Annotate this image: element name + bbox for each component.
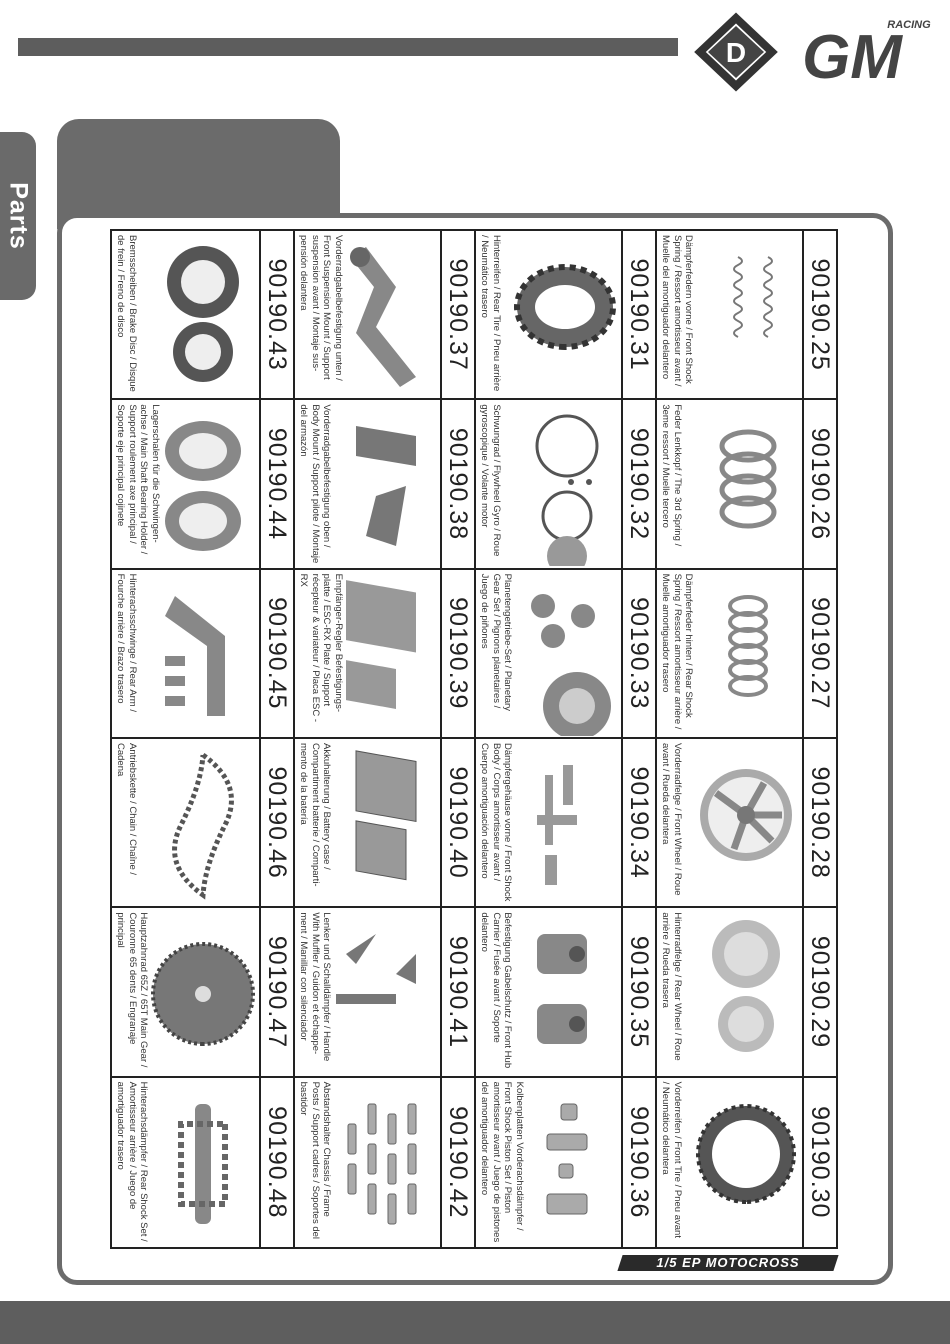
footer-bar — [0, 1301, 950, 1344]
part-cell — [474, 1078, 621, 1247]
part-number: 90190.38 — [440, 400, 474, 569]
logo-emblem-text: D — [725, 37, 747, 68]
part-cell — [293, 908, 440, 1077]
part-number: 90190.39 — [440, 570, 474, 739]
part-cell — [112, 231, 259, 400]
part-cell — [655, 400, 802, 569]
part-number: 90190.48 — [259, 1078, 293, 1247]
part-number: 90190.44 — [259, 400, 293, 569]
part-image — [151, 1084, 255, 1244]
part-number: 90190.37 — [440, 231, 474, 400]
part-description: Vorderradgabelbefestigung oben / Body Mount / Support pilote / Montaje del armazón — [298, 404, 333, 564]
part-number: 90190.26 — [802, 400, 836, 569]
part-image — [151, 576, 255, 736]
part-cell — [112, 400, 259, 569]
part-image — [151, 237, 255, 397]
part-image — [513, 406, 617, 566]
part-description: Schwungrad / Flywheel Gyro / Roue gyroscopique / Volante motor — [479, 404, 502, 557]
part-image — [332, 576, 436, 736]
part-description: Dämpferfedern vorne / Front Shock Spring / Ressort amortisseur avant / Muelle del amortiguador delantero — [660, 235, 695, 387]
part-description: Hauptzahnrad 65Z / 65T Main Gear / Couronne 65 dents / Engranaje principal — [115, 912, 150, 1068]
part-cell — [655, 231, 802, 400]
part-image — [513, 237, 617, 397]
logo-text: GM — [802, 23, 902, 92]
part-image — [332, 745, 436, 905]
part-image — [151, 745, 255, 905]
part-image — [694, 1084, 798, 1244]
part-number: 90190.30 — [802, 1078, 836, 1247]
part-description: Vorderradgabelbefestigung unten / Front Suspension Mount / Support suspension avant / Montaje sus-pensión delantera — [298, 235, 344, 381]
part-description: Akkuhalterung / Battery case / Compartiment batterie / Comparti-mento de la batería — [298, 742, 333, 887]
part-cell — [474, 400, 621, 569]
part-image — [151, 914, 255, 1074]
part-description: Kolbenplatten Vorderachsdämpfer / Front Shock Piston Set / Piston amortisseur avant / Juego de pistones del amortiguador delantero — [479, 1081, 525, 1243]
part-number: 90190.42 — [440, 1078, 474, 1247]
logo-sub-text: RACING — [887, 19, 931, 31]
part-description: Hinterachsschwinge / Rear Arm / Fourche arrière / Brazo trasero — [115, 573, 138, 712]
part-number: 90190.33 — [621, 570, 655, 739]
part-description: Dämpfergehäuse vorne / Front Shock Body / Corps amortisseur avant / Cuerpo amortiguación delantero — [479, 742, 514, 902]
part-description: Empfänger-Regler Befestigungs-platte / ESC-RX Plate / Support récepteur & variateur / Placa ESC -RX — [298, 573, 344, 723]
part-description: Vorderreifen / Front Tire / Pneu avant / Neumático delantera — [660, 1081, 683, 1238]
part-number: 90190.25 — [802, 231, 836, 400]
part-description: Vorderradfelge / Front Wheel / Roue avant / Rueda delantera — [660, 742, 683, 896]
part-cell — [655, 570, 802, 739]
part-description: Hinterradfelge / Rear Wheel / Roue arrière / Rueda trasera — [660, 912, 683, 1061]
part-cell — [655, 739, 802, 908]
part-number: 90190.40 — [440, 739, 474, 908]
part-image — [694, 576, 798, 736]
part-image — [694, 237, 798, 397]
gm-racing-logo — [694, 12, 934, 92]
part-number: 90190.32 — [621, 400, 655, 569]
part-cell — [112, 908, 259, 1077]
header-bar — [18, 38, 678, 56]
part-number: 90190.29 — [802, 908, 836, 1077]
part-description: Planetengetriebe-Set / Planetary Gear Set / Pignons planetaires / Juego de piñones — [479, 573, 514, 711]
part-cell — [112, 570, 259, 739]
part-description: Feder Lenkkopf / The 3rd Spring / 3eme ressort / Muelle tercero — [660, 404, 683, 547]
part-description: Befestigung Gabelschutz / Front Hub Carrier / Fusée avant / Soporte delantero — [479, 912, 514, 1069]
part-cell — [474, 739, 621, 908]
part-image — [332, 237, 436, 397]
part-number: 90190.45 — [259, 570, 293, 739]
part-image — [694, 745, 798, 905]
part-number: 90190.47 — [259, 908, 293, 1077]
footer-model-text: 1/5 EP MOTOCROSS — [656, 1255, 800, 1270]
part-image — [332, 914, 436, 1074]
part-description: Hinterachsdämpfer / Rear Shock Set / Amortisseur arrière / Juego de amortiguador trasero — [115, 1081, 150, 1242]
part-description: Abstandshalter Chassis / Frame Posts / Support cadres / Soportes del bastidor — [298, 1081, 333, 1240]
part-cell — [474, 231, 621, 400]
part-cell — [293, 739, 440, 908]
part-image — [513, 1084, 617, 1244]
part-number: 90190.41 — [440, 908, 474, 1077]
part-image — [513, 745, 617, 905]
part-description: Bremsscheiben / Brake Disc / Disque de frein / Freno de disco — [115, 235, 138, 392]
part-cell — [474, 908, 621, 1077]
part-image — [332, 406, 436, 566]
part-description: Hinterreifen / Rear Tire / Pneu arrière / Neumático trasero — [479, 235, 502, 392]
part-number: 90190.35 — [621, 908, 655, 1077]
part-image — [332, 1084, 436, 1244]
part-number: 90190.36 — [621, 1078, 655, 1247]
part-description: Lagerschalen für die Schwingen-achse / Main Shaft Bearing Holder / Support roulement axe principal / Soporte eje principal cojinete — [115, 404, 161, 555]
part-number: 90190.43 — [259, 231, 293, 400]
part-cell — [112, 739, 259, 908]
part-cell — [474, 570, 621, 739]
section-tab — [0, 132, 36, 300]
part-description: Antriebskette / Chain / Chaîne / Cadena — [115, 742, 138, 876]
part-description: Lenker und Schalldämpfer / Handle With Muffler / Guidon et échappe-ment / Manillar con silenciador — [298, 912, 333, 1062]
part-image — [694, 914, 798, 1074]
part-cell — [293, 570, 440, 739]
part-cell — [655, 908, 802, 1077]
part-number: 90190.28 — [802, 739, 836, 908]
part-number: 90190.27 — [802, 570, 836, 739]
part-number: 90190.34 — [621, 739, 655, 908]
part-cell — [293, 400, 440, 569]
part-cell — [112, 1078, 259, 1247]
part-cell — [293, 231, 440, 400]
part-cell — [293, 1078, 440, 1247]
section-tab-label: Parts — [4, 182, 33, 250]
part-image — [151, 406, 255, 566]
part-image — [694, 406, 798, 566]
part-description: Dämpferfeder hinten / Rear Shock Spring / Ressort amortisseur arrière / Muelle amortiguador trasero — [660, 573, 695, 730]
part-cell — [655, 1078, 802, 1247]
parts-table — [110, 229, 838, 1249]
part-image — [513, 576, 617, 736]
part-image — [513, 914, 617, 1074]
part-number: 90190.46 — [259, 739, 293, 908]
part-number: 90190.31 — [621, 231, 655, 400]
